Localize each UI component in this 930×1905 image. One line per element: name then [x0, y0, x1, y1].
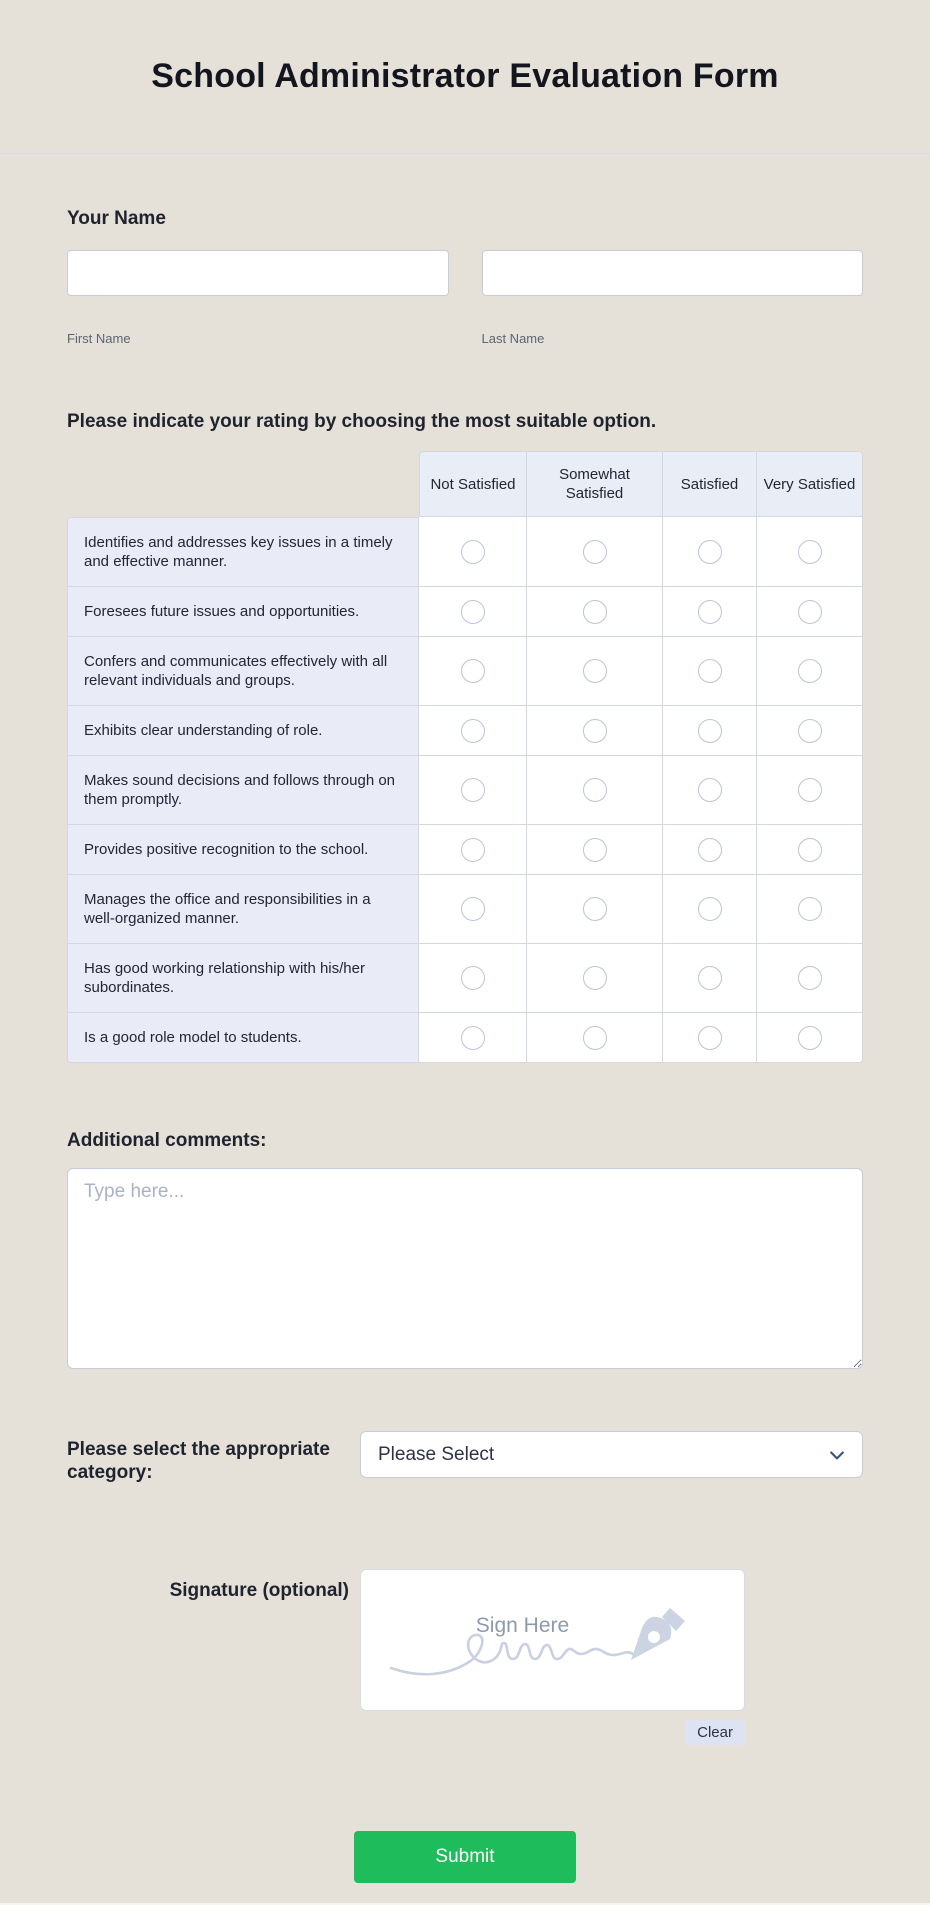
radio-button[interactable] — [698, 719, 722, 743]
radio-cell[interactable] — [663, 1013, 757, 1063]
radio-button[interactable] — [698, 600, 722, 624]
column-header: Not Satisfied — [419, 451, 527, 517]
row-label: Identifies and addresses key issues in a timely and effective manner. — [67, 517, 419, 587]
comments-question-label: Additional comments: — [67, 1130, 267, 1151]
radio-cell[interactable] — [663, 875, 757, 944]
table-row — [67, 587, 863, 637]
column-header: Somewhat Satisfied — [527, 451, 663, 517]
radio-button[interactable] — [798, 659, 822, 683]
radio-cell[interactable] — [419, 875, 527, 944]
matrix-body — [67, 517, 863, 1063]
radio-cell[interactable] — [757, 587, 863, 637]
name-sublabels-row — [67, 316, 863, 346]
radio-button[interactable] — [583, 600, 607, 624]
radio-button[interactable] — [461, 600, 485, 624]
radio-cell[interactable] — [757, 875, 863, 944]
radio-button[interactable] — [461, 719, 485, 743]
radio-cell[interactable] — [419, 825, 527, 875]
category-select-wrap — [360, 1431, 863, 1484]
rating-matrix-table — [67, 451, 863, 1063]
radio-cell[interactable] — [757, 637, 863, 706]
radio-button[interactable] — [698, 838, 722, 862]
radio-cell[interactable] — [419, 706, 527, 756]
radio-button[interactable] — [698, 966, 722, 990]
radio-cell[interactable] — [757, 756, 863, 825]
last-name-sublabel: Last Name — [481, 331, 545, 346]
radio-button[interactable] — [583, 897, 607, 921]
last-name-col — [482, 250, 864, 296]
row-label: Manages the office and responsibilities in a well-organized manner. — [67, 875, 419, 944]
radio-button[interactable] — [798, 1026, 822, 1050]
radio-button[interactable] — [583, 838, 607, 862]
radio-cell[interactable] — [527, 637, 663, 706]
name-question-label: Your Name — [67, 208, 166, 229]
radio-button[interactable] — [461, 659, 485, 683]
radio-button[interactable] — [583, 778, 607, 802]
row-label: Has good working relationship with his/her subordinates. — [67, 944, 419, 1013]
radio-button[interactable] — [698, 897, 722, 921]
form-header — [0, 0, 930, 154]
last-name-input[interactable] — [482, 250, 864, 296]
radio-cell[interactable] — [527, 706, 663, 756]
radio-button[interactable] — [698, 778, 722, 802]
radio-cell[interactable] — [527, 1013, 663, 1063]
radio-cell[interactable] — [663, 756, 757, 825]
signature-pad[interactable] — [360, 1569, 745, 1711]
signature-clear-row — [360, 1720, 745, 1745]
radio-button[interactable] — [798, 600, 822, 624]
radio-cell[interactable] — [663, 944, 757, 1013]
radio-button[interactable] — [461, 966, 485, 990]
radio-cell[interactable] — [757, 706, 863, 756]
radio-button[interactable] — [461, 897, 485, 921]
radio-button[interactable] — [583, 719, 607, 743]
radio-cell[interactable] — [663, 637, 757, 706]
table-row — [67, 756, 863, 825]
row-label: Foresees future issues and opportunities. — [67, 587, 419, 637]
radio-button[interactable] — [583, 966, 607, 990]
radio-button[interactable] — [583, 1026, 607, 1050]
table-row — [67, 517, 863, 587]
first-name-input[interactable] — [67, 250, 449, 296]
radio-cell[interactable] — [419, 944, 527, 1013]
radio-cell[interactable] — [663, 825, 757, 875]
radio-button[interactable] — [583, 659, 607, 683]
table-row — [67, 825, 863, 875]
radio-button[interactable] — [798, 838, 822, 862]
sign-here-placeholder: Sign Here — [475, 1614, 570, 1637]
radio-button[interactable] — [698, 540, 722, 564]
radio-cell[interactable] — [527, 875, 663, 944]
column-header: Satisfied — [663, 451, 757, 517]
row-label: Exhibits clear understanding of role. — [67, 706, 419, 756]
radio-cell[interactable] — [419, 756, 527, 825]
radio-button[interactable] — [698, 659, 722, 683]
category-question-row — [67, 1431, 863, 1484]
table-row — [67, 637, 863, 706]
radio-cell[interactable] — [757, 517, 863, 587]
radio-button[interactable] — [461, 838, 485, 862]
comments-textarea[interactable] — [67, 1168, 863, 1369]
radio-cell[interactable] — [663, 587, 757, 637]
category-question-label: Please select the appropriate category: — [67, 1439, 330, 1483]
form-body — [0, 207, 930, 1883]
radio-button[interactable] — [798, 540, 822, 564]
row-label: Makes sound decisions and follows through on them promptly. — [67, 756, 419, 825]
signature-clear-button[interactable]: Clear — [685, 1720, 745, 1745]
row-label: Confers and communicates effectively with all relevant individuals and groups. — [67, 637, 419, 706]
row-label: Is a good role model to students. — [67, 1013, 419, 1063]
radio-button[interactable] — [798, 719, 822, 743]
radio-cell[interactable] — [663, 517, 757, 587]
rating-question-label: Please indicate your rating by choosing the most suitable option. — [67, 411, 657, 432]
submit-button[interactable]: Submit — [354, 1831, 576, 1883]
first-name-sublabel: First Name — [67, 331, 131, 346]
matrix-header-row — [67, 451, 863, 517]
page-title: School Administrator Evaluation Form — [151, 57, 779, 95]
radio-cell[interactable] — [757, 1013, 863, 1063]
radio-cell[interactable] — [527, 825, 663, 875]
name-fields-row — [67, 250, 863, 296]
radio-cell[interactable] — [757, 944, 863, 1013]
radio-cell[interactable] — [527, 944, 663, 1013]
radio-cell[interactable] — [757, 825, 863, 875]
radio-button[interactable] — [583, 540, 607, 564]
radio-cell[interactable] — [419, 587, 527, 637]
table-row — [67, 875, 863, 944]
radio-cell[interactable] — [527, 587, 663, 637]
signature-col — [360, 1569, 745, 1745]
row-label: Provides positive recognition to the school. — [67, 825, 419, 875]
first-name-col — [67, 250, 449, 296]
radio-cell[interactable] — [419, 517, 527, 587]
radio-button[interactable] — [698, 1026, 722, 1050]
radio-button[interactable] — [461, 540, 485, 564]
column-header: Very Satisfied — [757, 451, 863, 517]
matrix-corner-cell — [67, 451, 419, 517]
table-row — [67, 706, 863, 756]
category-select[interactable] — [360, 1431, 863, 1478]
radio-button[interactable] — [461, 1026, 485, 1050]
radio-button[interactable] — [798, 778, 822, 802]
radio-cell[interactable] — [527, 517, 663, 587]
table-row — [67, 944, 863, 1013]
radio-cell[interactable] — [419, 1013, 527, 1063]
table-row — [67, 1013, 863, 1063]
submit-row — [67, 1831, 863, 1883]
radio-button[interactable] — [798, 897, 822, 921]
signature-question-label: Signature (optional) — [169, 1580, 349, 1601]
radio-button[interactable] — [798, 966, 822, 990]
radio-cell[interactable] — [527, 756, 663, 825]
radio-cell[interactable] — [663, 706, 757, 756]
radio-cell[interactable] — [419, 637, 527, 706]
signature-question-row — [67, 1569, 863, 1745]
radio-button[interactable] — [461, 778, 485, 802]
